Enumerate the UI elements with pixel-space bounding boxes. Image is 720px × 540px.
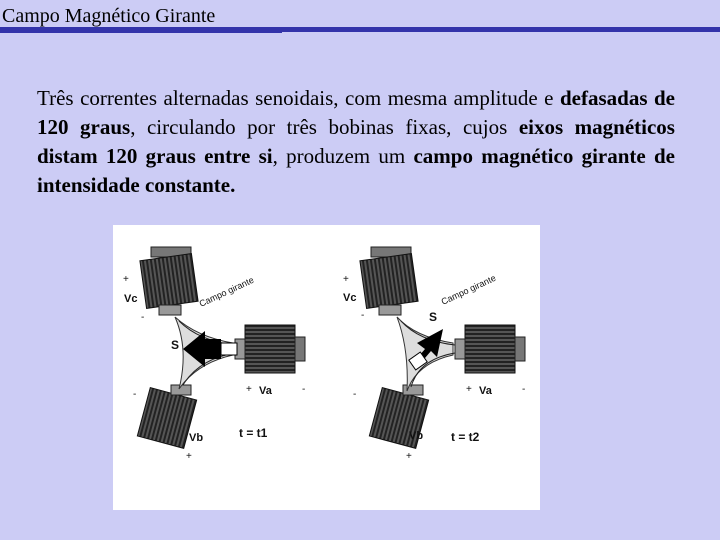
- left-campo-label: Campo girante: [197, 274, 256, 309]
- left-plus-top: +: [123, 274, 129, 285]
- figure-svg: [113, 225, 540, 510]
- body-paragraph: [37, 84, 675, 200]
- left-coil-b: [137, 385, 196, 448]
- left-coil-a: [235, 325, 305, 373]
- right-plus-right: +: [466, 384, 472, 395]
- left-time-label: t = t1: [239, 426, 268, 440]
- right-va-label: Va: [479, 385, 492, 397]
- right-vc-label: Vc: [343, 292, 357, 304]
- right-coil-c: [360, 247, 418, 315]
- right-time-label: t = t2: [451, 430, 480, 444]
- left-minus-bottom: -: [133, 389, 137, 400]
- right-minus-top: -: [361, 310, 365, 321]
- body-bold-1: defasadas de 120 graus: [37, 86, 675, 139]
- left-vc-label: Vc: [124, 293, 138, 305]
- title-underline-thin: [0, 32, 282, 33]
- left-minus-top: -: [141, 312, 145, 323]
- right-plus-top: +: [343, 274, 349, 285]
- body-bold-2: eixos magnéticos distam 120 graus entre si: [37, 115, 675, 168]
- left-minus-right: -: [302, 384, 306, 395]
- left-pole-label: S: [171, 338, 180, 352]
- right-campo-label: Campo girante: [439, 272, 498, 307]
- right-pole-label: S: [429, 310, 438, 324]
- slide-title: Campo Magnético Girante: [2, 5, 216, 27]
- rotating-field-figure: [113, 225, 540, 510]
- right-coil-a: [455, 325, 525, 373]
- body-text-3: , produzem um: [272, 144, 414, 168]
- right-minus-bottom: -: [353, 389, 357, 400]
- body-bold-3: campo magnético girante de intensidade constante.: [37, 144, 675, 197]
- left-plus-right: +: [246, 384, 252, 395]
- left-diagram: [123, 247, 305, 462]
- right-vb-label: Vb: [409, 430, 424, 442]
- right-plus-bottom: +: [406, 451, 412, 462]
- left-coil-c: [140, 247, 198, 315]
- right-diagram: [343, 247, 525, 462]
- left-plus-bottom: +: [186, 451, 192, 462]
- body-text-2: , circulando por três bobinas fixas, cujos: [130, 115, 519, 139]
- left-vb-label: Vb: [189, 432, 204, 444]
- left-va-label: Va: [259, 385, 272, 397]
- body-text-1: Três correntes alternadas senoidais, com mesma amplitude e: [37, 86, 560, 110]
- right-minus-right: -: [522, 384, 526, 395]
